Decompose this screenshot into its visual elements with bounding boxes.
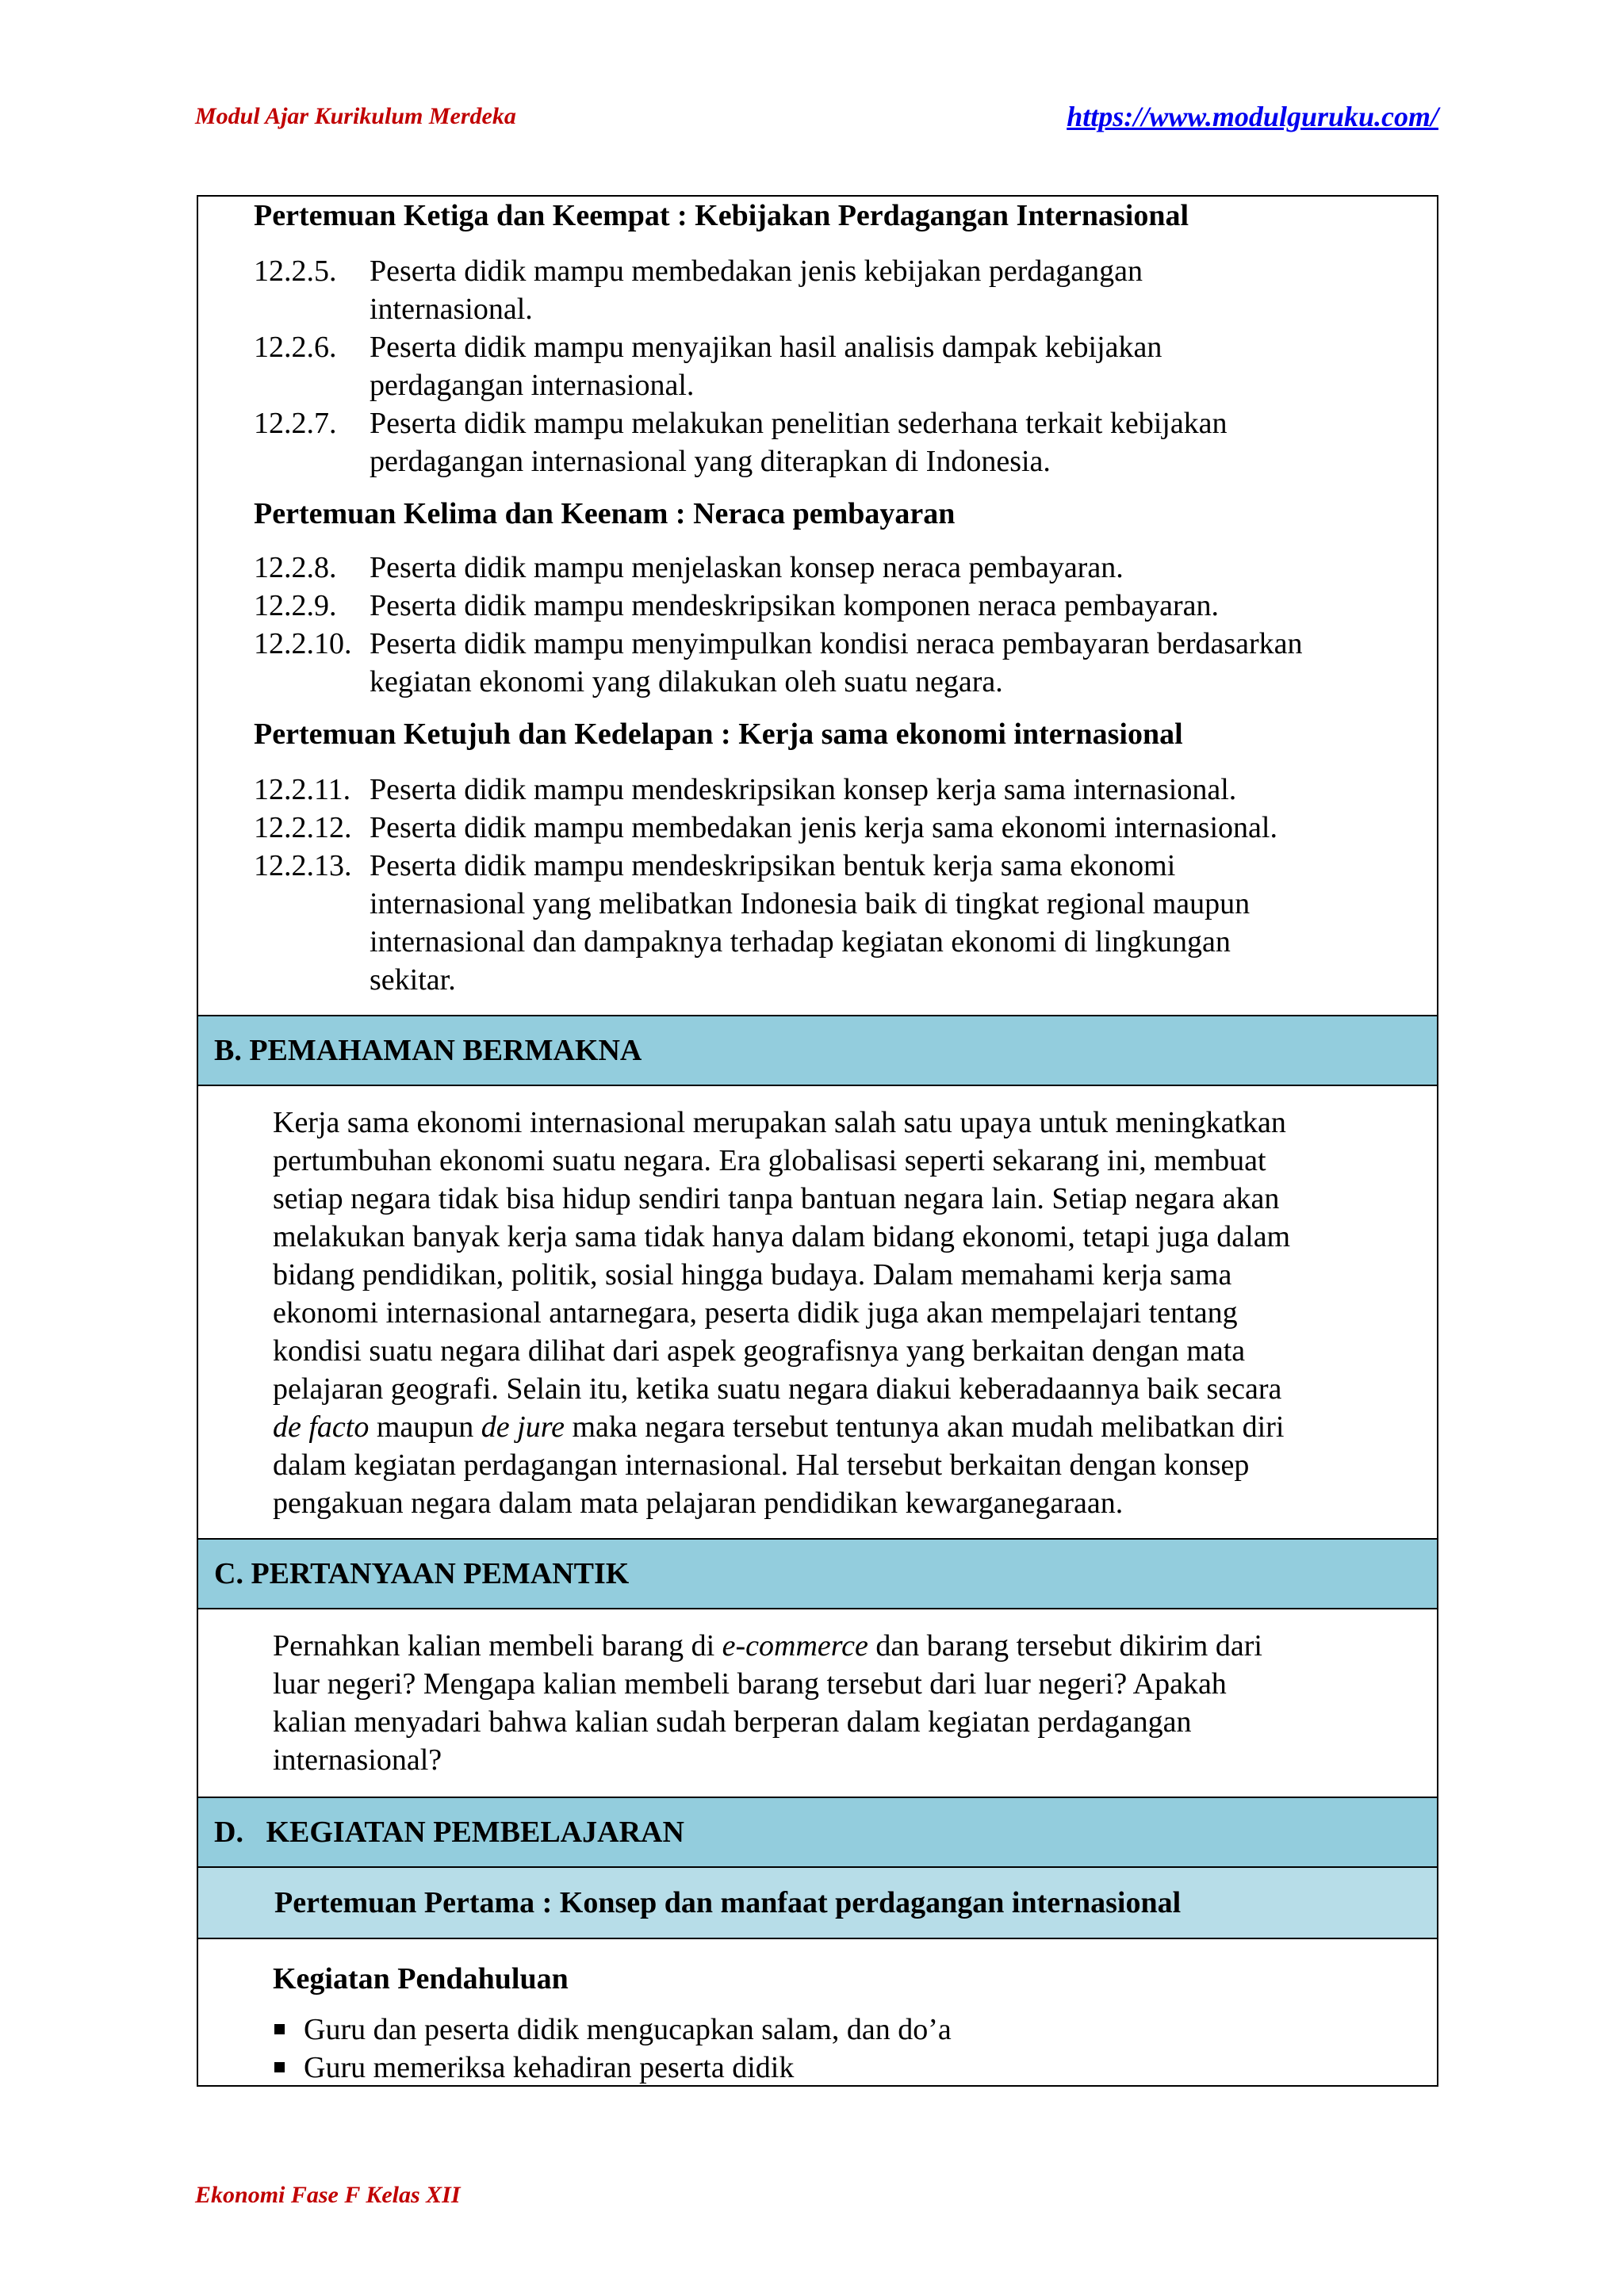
- objective-text: Peserta didik mampu menyajikan hasil analisis dampak kebijakan perdagangan internasional.: [370, 331, 1162, 402]
- trigger-question-paragraph: Pernahkan kalian membeli barang di e-commerce dan barang tersebut dikirim dari luar negeri? Mengapa kalian membeli barang tersebut dari luar negeri? Apakah kalian menyadari bahwa kalian sudah berperan dalam kegiatan perdagangan internasional?: [273, 1629, 1262, 1777]
- meeting-title: Pertemuan Kelima dan Keenam : Neraca pembayaran: [254, 497, 956, 530]
- objective-number: 12.2.6.: [254, 331, 337, 364]
- objective-text: Peserta didik mampu membedakan jenis kebijakan perdagangan internasional.: [370, 254, 1143, 326]
- bullet-square-icon: [274, 2024, 285, 2034]
- bullet-square-icon: [274, 2062, 285, 2072]
- section-heading-d: D. KEGIATAN PEMBELAJARAN: [197, 1797, 1438, 1868]
- activity-bullet: Guru dan peserta didik mengucapkan salam, dan do’a: [274, 2011, 952, 2049]
- objective-text: Peserta didik mampu membedakan jenis kerja sama ekonomi internasional.: [370, 811, 1277, 844]
- meeting-subheading: Pertemuan Pertama : Konsep dan manfaat perdagangan internasional: [197, 1868, 1438, 1939]
- meeting-title: Pertemuan Ketiga dan Keempat : Kebijakan Perdagangan Internasional: [254, 199, 1189, 232]
- objective-text: Peserta didik mampu mendeskripsikan komponen neraca pembayaran.: [370, 589, 1220, 622]
- objective-number: 12.2.11.: [254, 773, 351, 806]
- header-website-link[interactable]: https://www.modulguruku.com/: [1067, 101, 1438, 132]
- activity-title: Kegiatan Pendahuluan: [273, 1962, 569, 1996]
- objective-number: 12.2.9.: [254, 589, 337, 622]
- section-heading-b: B. PEMAHAMAN BERMAKNA: [197, 1015, 1438, 1086]
- objective-number: 12.2.12.: [254, 811, 352, 844]
- objective-number: 12.2.13.: [254, 849, 352, 882]
- meaningful-understanding-paragraph: Kerja sama ekonomi internasional merupakan salah satu upaya untuk meningkatkan pertumbuhan ekonomi suatu negara. Era globalisasi seperti sekarang ini, membuat setiap negara tidak bisa hidup sendiri tanpa bantuan negara lain. Setiap negara akan melakukan banyak kerja sama tidak hanya dalam bidang ekonomi, tetapi juga dalam bidang pendidikan, politik, sosial hingga budaya. Dalam memahami kerja sama ekonomi internasional antarnegara, peserta didik juga akan mempelajari tentang kondisi suatu negara dilihat dari aspek geografisnya yang berkaitan dengan mata pelajaran geografi. Selain itu, ketika suatu negara diakui keberadaannya baik secara de facto maupun de jure maka negara tersebut tentunya akan mudah melibatkan diri dalam kegiatan perdagangan internasional. Hal tersebut berkaitan dengan konsep pengakuan negara dalam mata pelajaran pendidikan kewarganegaraan.: [273, 1106, 1291, 1520]
- objective-number: 12.2.7.: [254, 407, 337, 440]
- header-module-title: Modul Ajar Kurikulum Merdeka: [195, 103, 516, 129]
- objective-text: Peserta didik mampu melakukan penelitian sederhana terkait kebijakan perdagangan internasional yang diterapkan di Indonesia.: [370, 407, 1228, 478]
- objective-number: 12.2.8.: [254, 551, 337, 584]
- objective-text: Peserta didik mampu mendeskripsikan konsep kerja sama internasional.: [370, 773, 1237, 806]
- meeting-title: Pertemuan Ketujuh dan Kedelapan : Kerja sama ekonomi internasional: [254, 718, 1183, 751]
- footer-class-label: Ekonomi Fase F Kelas XII: [195, 2182, 461, 2208]
- objective-text: Peserta didik mampu menjelaskan konsep neraca pembayaran.: [370, 551, 1124, 584]
- objective-number: 12.2.10.: [254, 627, 352, 660]
- activity-bullet: Guru memeriksa kehadiran peserta didik: [274, 2049, 794, 2087]
- objective-text: Peserta didik mampu menyimpulkan kondisi neraca pembayaran berdasarkan kegiatan ekonomi yang dilakukan oleh suatu negara.: [370, 627, 1303, 698]
- objective-text: Peserta didik mampu mendeskripsikan bentuk kerja sama ekonomi internasional yang melibatkan Indonesia baik di tingkat regional maupun internasional dan dampaknya terhadap kegiatan ekonomi di lingkungan sekitar.: [370, 849, 1251, 997]
- objective-number: 12.2.5.: [254, 254, 337, 288]
- section-heading-c: C. PERTANYAAN PEMANTIK: [197, 1538, 1438, 1609]
